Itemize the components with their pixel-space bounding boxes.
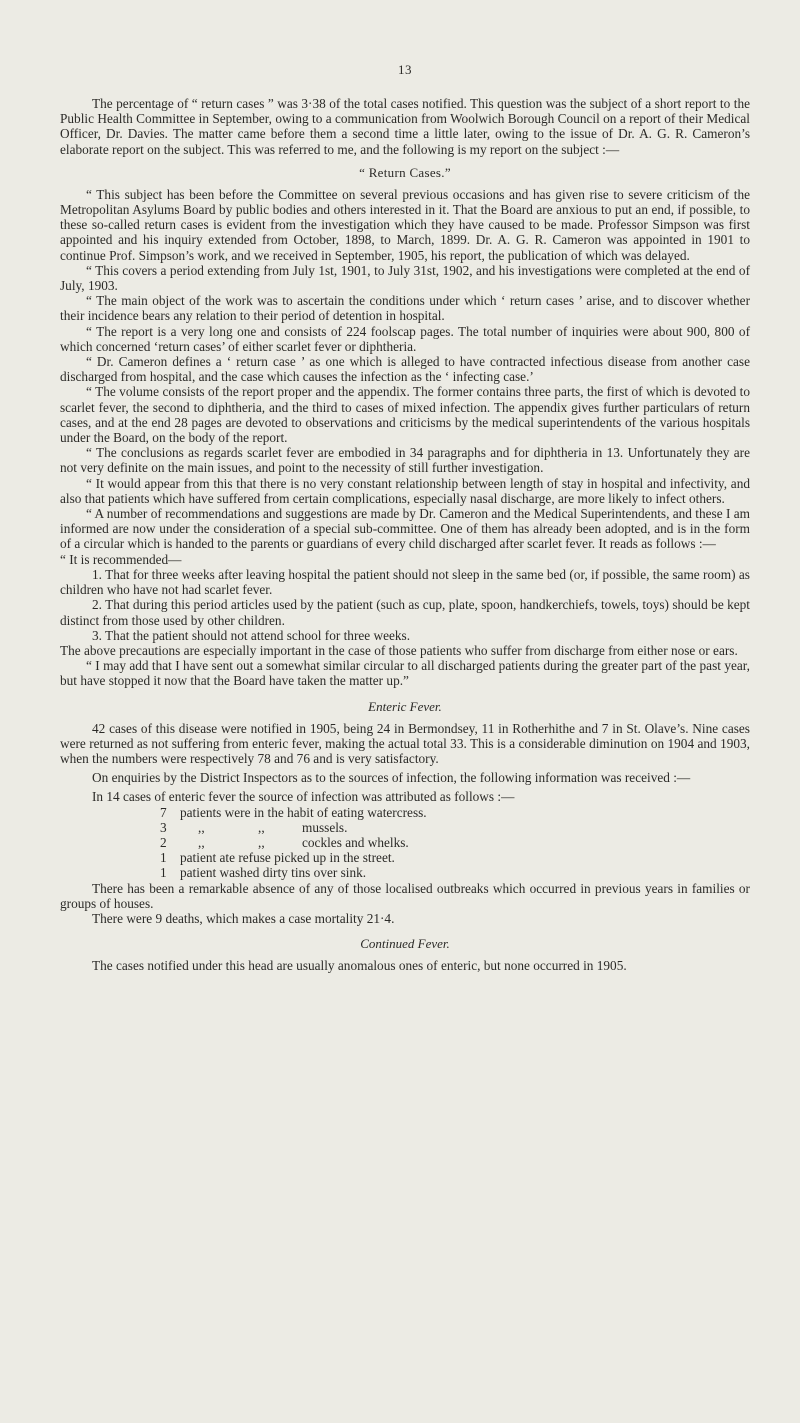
return-paragraph: “ The main object of the work was to ascertain the conditions under which ‘ return cases ’ arise, and to discover whether their incidence bears any relation to their period of detention in hospital. [60,293,750,324]
ditto-mark: ,, [258,819,265,835]
continued-paragraph: The cases notified under this head are usually anomalous ones of enteric, but none occurred in 1905. [92,958,627,974]
source-text: patient ate refuse picked up in the street. [180,850,395,866]
return-cases-heading: “ Return Cases.” [359,164,451,180]
source-count: 2 [160,834,167,850]
recommendation-item: 1. That for three weeks after leaving hospital the patient should not sleep in the same bed (or, if possible, the same room) as children who have not had scarlet fever. [60,566,750,598]
infection-source-row [60,820,750,835]
return-paragraph: “ This subject has been before the Committee on several previous occasions and has given rise to severe criticism of the Metropolitan Asylums Board by public bodies and others interested in it. That the Board are anxious to put an end, if possible, to these so-called return cases is evident from the investigation which they have caused to be made. Professor Simpson was first appointed and his inquiry extended from October, 1898, to March, 1899. Dr. A. G. R. Cameron was appointed in 1901 to continue Prof. Simpson’s work, and we received in September, 1905, his report, the publication of which was delayed. [60,186,750,263]
continued-fever-heading: Continued Fever. [360,936,450,952]
recommendation-item: 2. That during this period articles used by the patient (such as cup, plate, spoon, handkerchiefs, towels, toys) should be kept distinct from those used by other children. [60,597,750,628]
enteric-paragraph: 42 cases of this disease were notified in 1905, being 24 in Bermondsey, 11 in Rotherhithe and 7 in St. Olave’s. Nine cases were returned as not suffering from enteric fever, making the actual total 33. This is a considerable diminution on 1904 and 1903, when the numbers were respectively 78 and 76 and is very satisfactory. [60,720,750,766]
source-text: patient washed dirty tins over sink. [180,865,367,881]
ditto-mark: ,, [198,834,205,850]
source-count: 1 [160,865,167,881]
circular-note: “ I may add that I have sent out a somewhat similar circular to all discharged patients during the greater part of the past year, but have stopped it now that the Board have taken the matter up.” [60,658,750,689]
precautions-paragraph: The above precautions are especially important in the case of those patients who suffer from discharge from either nose or ears. [60,642,738,658]
enteric-paragraph: In 14 cases of enteric fever the source of infection was attributed as follows :— [92,789,515,805]
recommendation-item: 3. That the patient should not attend school for three weeks. [92,627,411,643]
infection-source-row [60,805,750,820]
source-count: 3 [160,819,167,835]
source-text: mussels. [302,819,348,835]
source-text: cockles and whelks. [302,834,409,850]
return-paragraph: “ The volume consists of the report proper and the appendix. The former contains three parts, the first of which is devoted to scarlet fever, the second to diphtheria, and the third to cases of mixed infection. The appendix gives further particulars of return cases, and at the end 28 pages are devoted to observations and criticisms by the medical superintendents of the various hospitals under the Board, on the body of the report. [60,384,750,446]
enteric-paragraph: There were 9 deaths, which makes a case mortality 21·4. [92,910,395,926]
ditto-mark: ,, [198,819,205,835]
return-paragraph: “ A number of recommendations and suggestions are made by Dr. Cameron and the Medical Superintendents, and these I am informed are now under the consideration of a special sub-committee. One of them has already been adopted, and is in the form of a circular which is handed to the parents or guardians of every child discharged after scarlet fever. It reads as follows :— [60,506,750,552]
infection-source-row [60,865,750,880]
intro-paragraph: The percentage of “ return cases ” was 3·38 of the total cases notified. This question was the subject of a short report to the Public Health Committee in September, owing to a communication from Woolwich Borough Council on a report of their Medical Officer, Dr. Davies. The matter came before them a second time a little later, owing to the issue of Dr. A. G. R. Cameron’s elaborate report on the subject. This was referred to me, and the following is my report on the subject :— [60,96,750,157]
return-paragraph: “ The conclusions as regards scarlet fever are embodied in 34 paragraphs and for diphtheria in 13. Unfortunately they are not very definite on the main issues, and point to the necessity of still further investigation. [60,445,750,476]
enteric-paragraph: On enquiries by the District Inspectors as to the sources of infection, the following information was received :— [92,770,691,786]
infection-source-row [60,850,750,865]
infection-source-row [60,835,750,850]
source-count: 7 [160,804,167,820]
infection-sources-list [60,805,750,881]
return-paragraph: “ This covers a period extending from July 1st, 1901, to July 31st, 1902, and his investigations were completed at the end of July, 1903. [60,262,750,294]
recommended-intro: “ It is recommended— [60,551,182,567]
enteric-fever-heading: Enteric Fever. [368,698,442,714]
return-paragraph: “ Dr. Cameron defines a ‘ return case ’ as one which is alleged to have contracted infectious disease from another case discharged from hospital, and the case which causes the infection as the ‘ infecting case.’ [60,354,750,385]
return-paragraph: “ The report is a very long one and consists of 224 foolscap pages. The total number of inquiries were about 900, 800 of which concerned ‘return cases’ of either scarlet fever or diphtheria. [60,323,750,354]
enteric-paragraph: There has been a remarkable absence of any of those localised outbreaks which occurred in previous years in families or groups of houses. [60,880,750,911]
source-text: patients were in the habit of eating watercress. [180,804,427,820]
page-number: 13 [398,62,412,77]
return-paragraph: “ It would appear from this that there is no very constant relationship between length of stay in hospital and infectivity, and also that patients which have suffered from certain complications, especially nasal discharge, are more likely to infect others. [60,475,750,506]
ditto-mark: ,, [258,834,265,850]
source-count: 1 [160,850,167,866]
